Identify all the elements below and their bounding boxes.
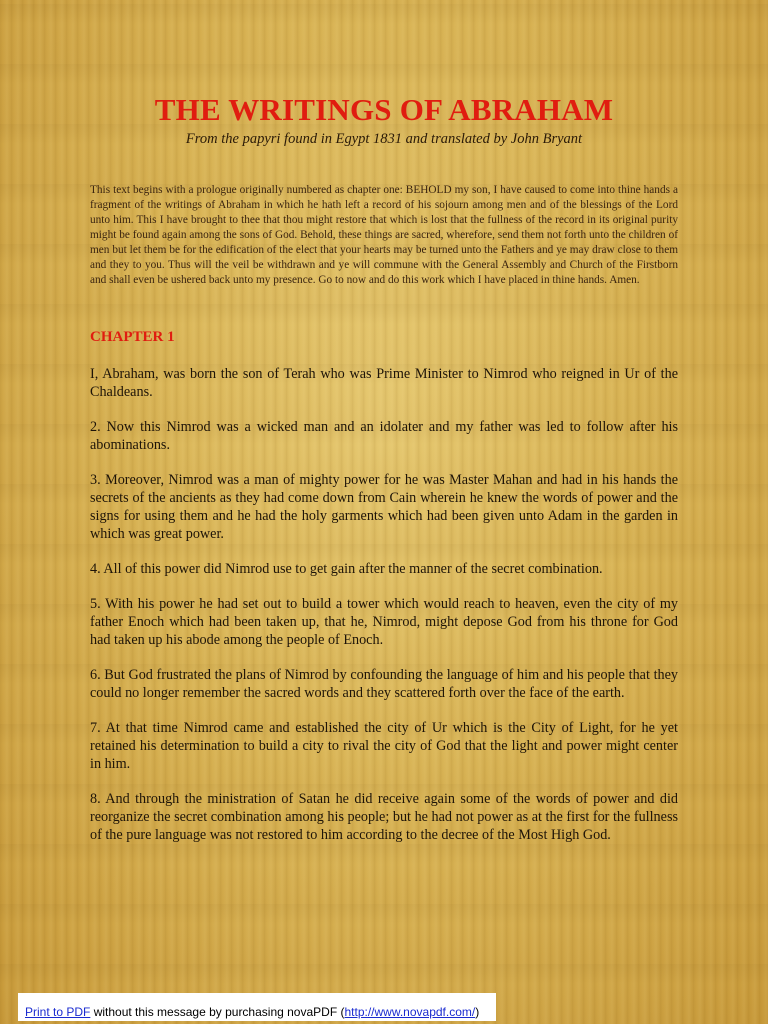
banner-close-paren: )	[475, 1005, 480, 1019]
banner-text	[25, 1005, 479, 1019]
verse-8: 8. And through the ministration of Satan he did receive again some of the words of power and did reorganize the secret combination among his people; but he had not power as at the first for the fullness of the pure language was not restored to him according to the decree of the Most High God.	[90, 791, 678, 843]
chapter-heading: CHAPTER 1	[90, 329, 175, 345]
verse-list	[90, 365, 678, 861]
prologue-paragraph: This text begins with a prologue originally numbered as chapter one: BEHOLD my son, I have caused to come into thine hands a fragment of the writings of Abraham in which he hath left a record of his sojourn among men and of the blessings of the Lord unto him. This I have brought to thee that thou might restore that which is lost that the fullness of the record in its original purity might be found again among the sons of God. Behold, these things are sacred, wherefore, send them not forth unto the children of men but let them be for the edification of the elect that your hearts may be turned unto the Fathers and ye may draw close to them and they to you. Thus will the veil be withdrawn and ye will commune with the General Assembly and Church of the Firstborn and shall even be ushered back unto my presence. Go to now and do this work which I have placed in thine hands. Amen.	[90, 184, 678, 286]
verse-6: 6. But God frustrated the plans of Nimrod by confounding the language of him and his people that they could no longer remember the sacred words and they scattered forth over the face of the earth.	[90, 667, 678, 701]
verse-3: 3. Moreover, Nimrod was a man of mighty power for he was Master Mahan and had in his hands the secrets of the ancients as they had come down from Cain wherein he knew the words of power and the signs for using them and he had the holy garments which had been given unto Adam in the garden in which was great power.	[90, 472, 678, 542]
page-title: THE WRITINGS OF ABRAHAM	[154, 92, 614, 127]
verse-4: 4. All of this power did Nimrod use to get gain after the manner of the secret combination.	[90, 561, 603, 577]
verse-2: 2. Now this Nimrod was a wicked man and an idolater and my father was led to follow after his abominations.	[90, 419, 678, 453]
verse-1: I, Abraham, was born the son of Terah who was Prime Minister to Nimrod who reigned in Ur of the Chaldeans.	[90, 366, 678, 400]
banner-message: without this message by purchasing novaPDF (	[90, 1005, 345, 1019]
page-subtitle: From the papyri found in Egypt 1831 and translated by John Bryant	[185, 131, 583, 147]
novapdf-link[interactable]: http://www.novapdf.com/	[344, 1005, 476, 1019]
verse-5: 5. With his power he had set out to build a tower which would reach to heaven, even the city of my father Enoch which had been taken up, that he, Nimrod, might depose God from his throne for God had taken up his abode among the people of Enoch.	[90, 596, 678, 648]
print-to-pdf-link[interactable]: Print to PDF	[25, 1005, 91, 1019]
verse-7: 7. At that time Nimrod came and established the city of Ur which is the City of Light, for he yet retained his determination to build a city to rival the city of God that the light and power might center in him.	[90, 720, 678, 772]
print-to-pdf-banner	[18, 993, 496, 1021]
